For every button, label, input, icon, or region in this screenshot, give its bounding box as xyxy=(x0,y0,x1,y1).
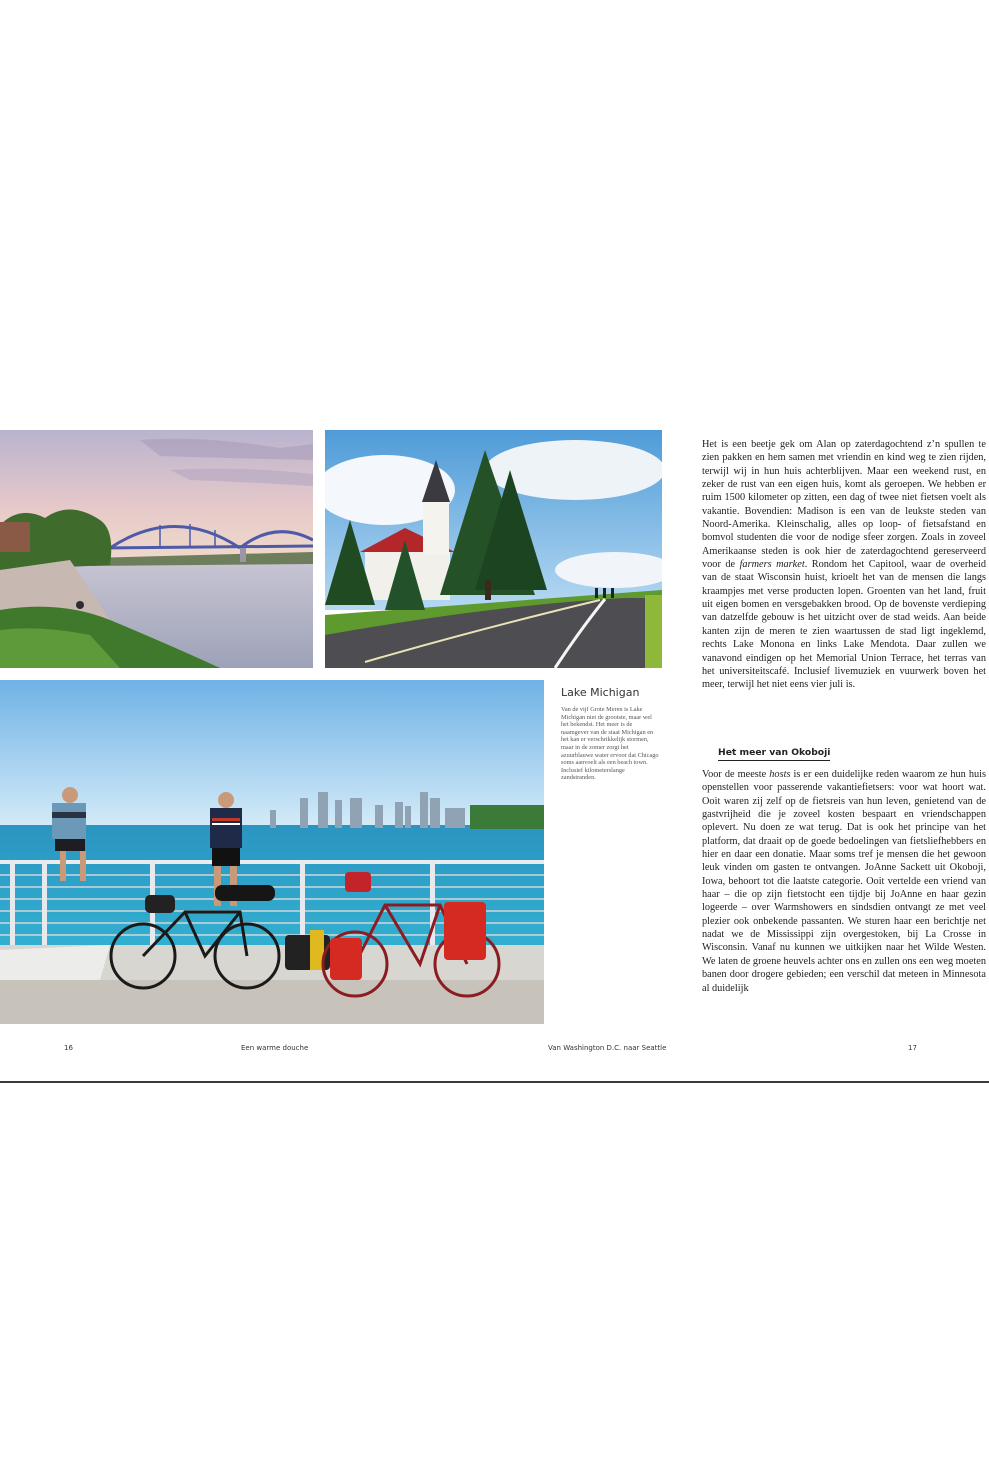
article-paragraph-2 xyxy=(702,768,986,995)
article-paragraph-1 xyxy=(702,438,986,692)
article-subheading: Het meer van Okoboji xyxy=(718,747,830,761)
lake-michigan-cyclists-photo xyxy=(0,680,544,1024)
paragraph-2-rest: is er een duidelijke reden waarom ze hun huis openstellen voor passerende vakantiefietsers: voor wat hoort wat. Ooit waren zij zelf op de fietsreis van hun leven, genietend van de gastvrijheid die je zoveel kosten bespaart en vriendschappen oplevert. Nu doen ze wat terug. Dat is ook het principe van het platform, dat draait op de goede bedoelingen van fietsliefhebbers en hier en daar een donatie. Maar soms tref je mensen die het gewoon leuk vinden om gasten te ontvangen. JoAnne Sackett uit Okoboji, Iowa, behoort tot die laatste categorie. Ooit vertelde een vriend van haar – die op zijn fietstocht een tijdje bij JoAnne en haar gezin logeerde – over Warmshowers en sindsdien ontvangt ze met veel plezier ook onbekende passanten. We sturen haar een berichtje net nadat we de Mississippi zijn overgestoken, bij La Crosse in Wisconsin. Vanaf nu kunnen we uitkijken naar het Wilde Westen. We laten de groene heuvels achter ons en zullen ons een weg moeten banen door drogere gebieden; een verschil dat meteen in Minnesota al duidelijk xyxy=(702,769,986,994)
paragraph-1-rest: . Rondom het Capitool, waar de overheid van de staat Wisconsin huist, krioelt het van de mensen die langs kraampjes met verse producten lopen. Groenten van het land, fruit uit eigen bomen en versgebakken brood. Op de bovenste verdieping van datzelfde gebouw is het uitzicht over de stad weids. Aan beide kanten zijn de meren te zien waartussen de stad ligt ingeklemd, rechts Lake Monona en links Lake Mendota. Daar zullen we vanavond eindigen op het Memorial Union Terrace, het terras van het universiteitscafé. Inclusief livemuziek en vuurwerk boven het meer, terwijl het niet eens vier juli is. xyxy=(702,559,986,691)
river-bridge-photo xyxy=(0,430,313,668)
right-running-title: Van Washington D.C. naar Seattle xyxy=(548,1044,667,1052)
left-page-number: 16 xyxy=(64,1044,73,1052)
photo-caption-body: Van de vijf Grote Meren is Lake Michigan niet de grootste, maar wel het bekendst. Het meer is de naamgever van de staat Michigan en het kan er verschrikkelijk stormen, maar in de zomer zorgt het azuurblauwe water ervoor dat Chicago soms aanvoelt als een beach town. Inclusief kilometerslange zandstranden. xyxy=(561,706,659,782)
left-running-title: Een warme douche xyxy=(241,1044,309,1052)
paragraph-1-text: Het is een beetje gek om Alan op zaterdagochtend z’n spullen te zien pakken en hem samen met vriendin en kind weg te zien rijden, terwijl wij in hun huis achterblijven. Maar een weekend rust, en zeker de rust van een eigen huis, komt als geroepen. We hebben er ruim 1500 kilometer op zitten, een dag of twee niet fietsen voelt als vakantie. Bovendien: Madison is een van de leukste steden van Noord-Amerika. Kleinschalig, alles op loop- of fietsafstand en bomvol studenten die voor de nodige sfeer zorgen. Zoals in zoveel Amerikaanse steden is ook hier de zaterdagochtend gereserveerd voor de xyxy=(702,439,986,571)
paragraph-2-start: Voor de meeste xyxy=(702,769,767,780)
paragraph-1-emphasis: farmers market xyxy=(739,559,805,571)
paragraph-2-emphasis: hosts xyxy=(769,769,791,780)
photo-caption-title: Lake Michigan xyxy=(561,686,640,699)
page-bottom-rule xyxy=(0,1081,989,1083)
church-road-photo xyxy=(325,430,662,668)
right-page-number: 17 xyxy=(908,1044,917,1052)
